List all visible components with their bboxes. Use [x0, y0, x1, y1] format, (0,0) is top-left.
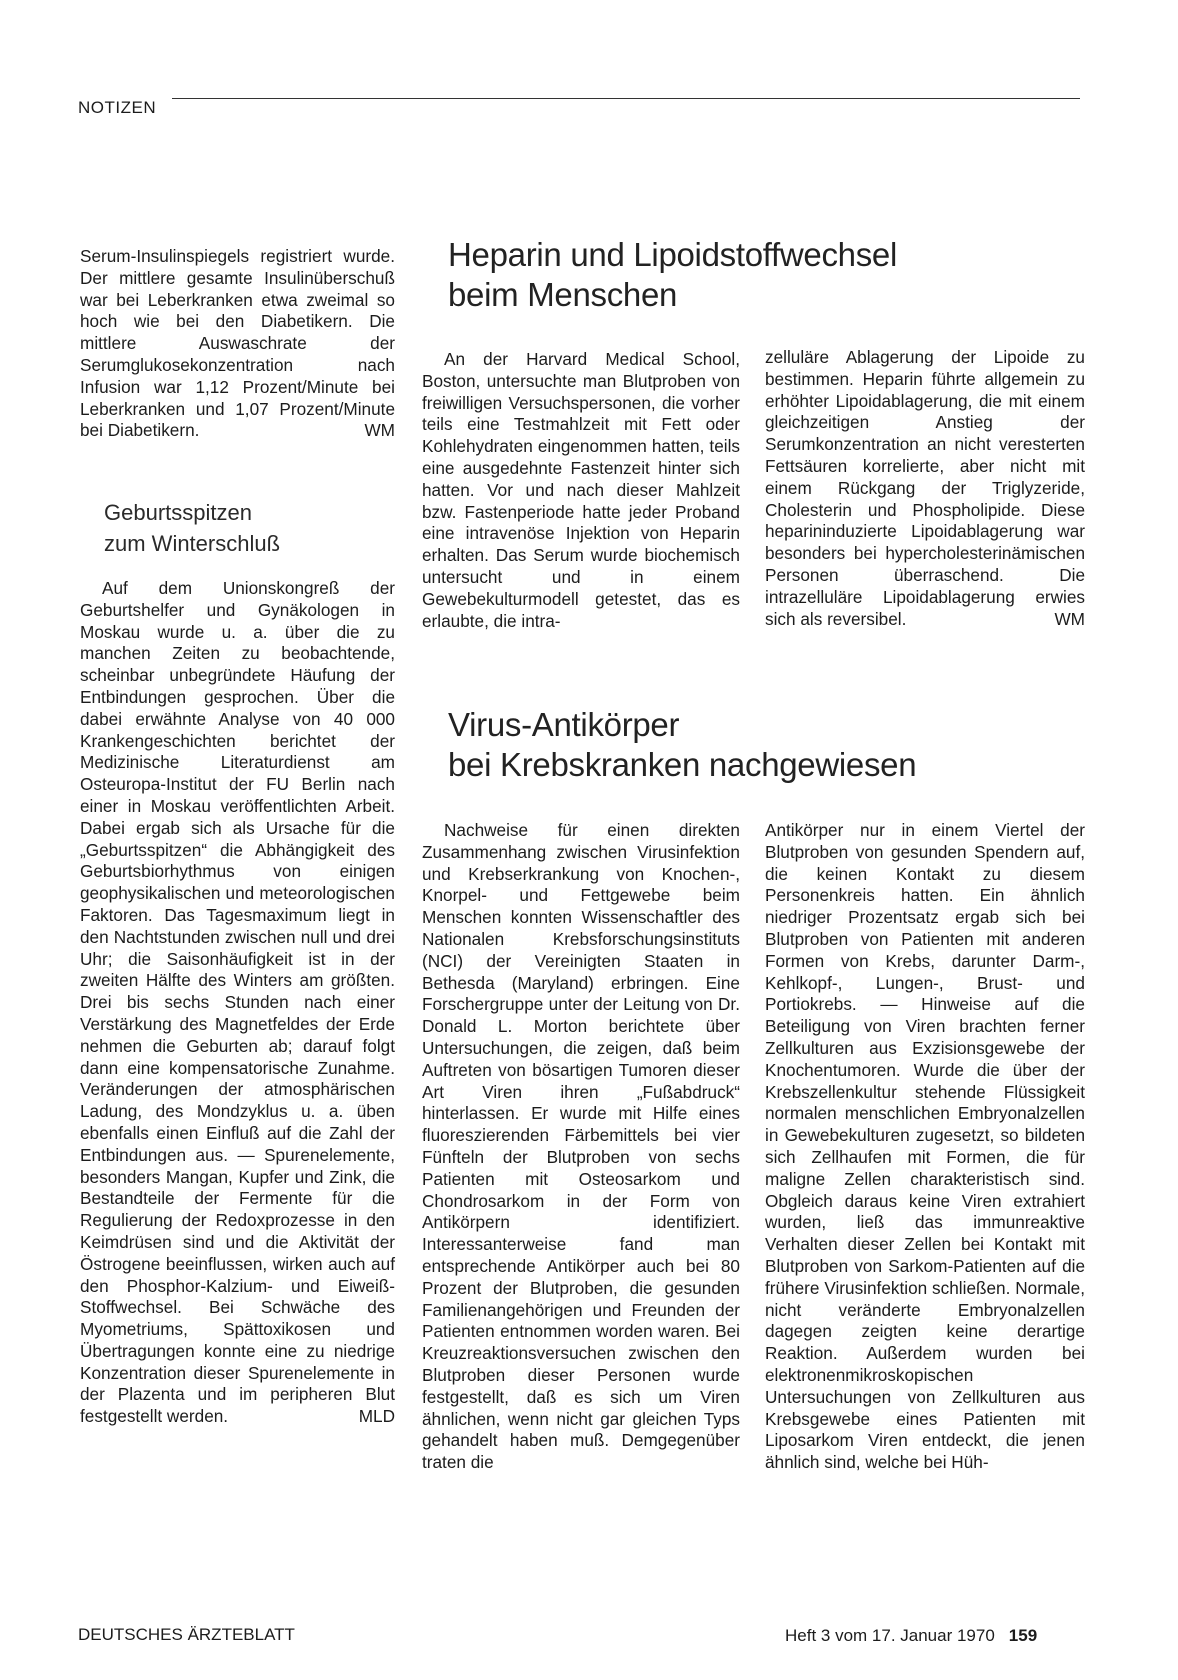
section-label: NOTIZEN	[78, 98, 157, 117]
article-title-line1: Geburtsspitzen	[104, 500, 252, 525]
issue-info	[785, 1626, 1037, 1646]
journal-name: DEUTSCHES ÄRZTEBLATT	[78, 1625, 295, 1644]
headline-virus-line2: bei Krebskranken nachgewiesen	[448, 746, 917, 783]
headline-virus-line1: Virus-Antikörper	[448, 706, 680, 743]
headline-heparin	[448, 235, 897, 315]
continuation-author: WM	[364, 420, 395, 441]
article-title-line2: zum Winterschluß	[104, 531, 281, 556]
virus-col2-text: Antikörper nur in einem Viertel der Blutproben von gesunden Spendern auf, die keinen Kontakt zu diesem Personenkreis hatten. Ein ähnlich niedriger Prozentsatz ergab sich bei Blutproben von Patienten mit anderen Formen von Krebs, darunter Darm-, Kehlkopf-, Lungen-, Brust- und Portiokrebs. — Hinweise auf die Beteiligung von Viren brachten ferner Zellkulturen aus Exzisionsgewebe der Knochentumoren. Wurde die über der Krebszellenkultur stehende Flüssigkeit normalen menschlichen Embryonalzellen in Gewebekulturen zugesetzt, so bildeten sich Zellhaufen mit Formen, die für maligne Zellen charakteristisch sind. Obgleich daraus keine Viren extrahiert wurden, ließ das immunreaktive Verhalten dieser Zellen bei Kontakt mit Blutproben von Sarkom-Patienten auf die frühere Virusinfektion schließen. Normale, nicht veränderte Embryonalzellen dagegen zeigten keine derartige Reaktion. Außerdem wurden bei elektronenmikroskopischen Untersuchungen von Zellkulturen aus Krebsgewebe eines Patienten mit Liposarkom Viren entdeckt, die jenen ähnlich sind, welche bei Hüh-	[765, 820, 1085, 1473]
heparin-col2-text: zelluläre Ablagerung der Lipoide zu bestimmen. Heparin führte allgemein zu erhöhter Lipoidablagerung, die mit einem gleichzeitigen Anstieg der Serumkonzentration an nicht veresterten Fettsäuren korrelierte, aber nicht mit einem Rückgang der Triglyzeride, Cholesterin und Phospholipide. Diese heparininduzierte Lipoidablagerung war besonders bei hypercholesterinämischen Personen überraschend. Die intrazelluläre Lipoidablagerung erwies sich als reversibel.	[765, 347, 1085, 629]
virus-column-1	[422, 820, 740, 1474]
article-title-geburtsspitzen	[104, 497, 404, 559]
issue-date: Heft 3 vom 17. Januar 1970	[785, 1626, 995, 1645]
headline-heparin-line2: beim Menschen	[448, 276, 678, 313]
heparin-column-1	[422, 349, 740, 632]
page-number: 159	[1008, 1626, 1038, 1645]
virus-col1-text: Nachweise für einen direkten Zusammenhang zwischen Virusinfektion und Krebserkrankung von Knochen-, Knorpel- und Fettgewebe beim Menschen konnten Wissenschaftler des Nationalen Krebsforschungsinstituts (NCI) der Vereinigten Staaten in Bethesda (Maryland) erbringen. Eine Forschergruppe unter der Leitung von Dr. Donald L. Morton berichtete über Untersuchungen, die zeigen, daß beim Auftreten von bösartigen Tumoren dieser Art Viren ihren „Fußabdruck“ hinterlassen. Er wurde mit Hilfe eines fluoreszierenden Färbemittels bei vier Fünfteln der Blutproben von sechs Patienten mit Osteosarkom und Chondrosarkom in der Form von Antikörpern identifiziert. Interessanterweise fand man entsprechende Antikörper auch bei 80 Prozent der Blutproben, die gesunden Familienangehörigen und Freunden der Patienten entnommen worden waren. Bei Kreuzreaktionsversuchen zwischen den Blutproben dieser Personen wurde festgestellt, daß es sich um Viren ähnlichen, wenn nicht gar gleichen Typs gehandelt haben muß. Demgegenüber traten die	[422, 820, 740, 1473]
headline-virus	[448, 705, 916, 785]
article-body-geburtsspitzen	[80, 578, 395, 1428]
heparin-author: WM	[1054, 608, 1085, 629]
virus-column-2	[765, 820, 1085, 1474]
heparin-col1-text: An der Harvard Medical School, Boston, untersuchte man Blutproben von freiwilligen Versuchspersonen, die vorher teils eine Testmahlzeit mit Fett oder Kohlehydraten eingenommen hatten, teils eine ausgedehnte Fastenzeit hinter sich hatten. Vor und nach dieser Mahlzeit bzw. Fastenperiode hatte jeder Proband eine intravenöse Injektion von Heparin erhalten. Das Serum wurde biochemisch untersucht und in einem Gewebekulturmodell getestet, das es erlaubte, die intra-	[422, 349, 740, 631]
header-rule	[172, 98, 1080, 99]
article-author: MLD	[358, 1406, 395, 1427]
left-column-continuation	[80, 246, 395, 442]
headline-heparin-line1: Heparin und Lipoidstoffwechsel	[448, 236, 898, 273]
continuation-text: Serum-Insulinspiegels registriert wurde. Der mittlere gesamte Insulinüberschuß war bei Leberkranken etwa zweimal so hoch wie bei den Diabetikern. Die mittlere Auswaschrate der Serumglukosekonzentration nach Infusion war 1,12 Prozent/Minute bei Leberkranken und 1,07 Prozent/Minute bei Diabetikern.	[80, 246, 395, 441]
heparin-column-2	[765, 347, 1085, 630]
article-body-text: Auf dem Unionskongreß der Geburtshelfer und Gynäkologen in Moskau wurde u. a. über die zu manchen Zeiten zu beobachtende, scheinbar unbegründete Häufung der Entbindungen gesprochen. Über die dabei erwähnte Analyse von 40 000 Krankengeschichten berichtet der Medizinische Literaturdienst am Osteuropa-Institut der FU Berlin nach einer in Moskau veröffentlichten Arbeit. Dabei ergab sich als Ursache für die „Geburtsspitzen“ die Abhängigkeit des Geburtsbiorhythmus von einigen geophysikalischen und meteorologischen Faktoren. Das Tagesmaximum liegt in den Nachtstunden zwischen null und drei Uhr; die Saisonhäufigkeit ist in der zweiten Hälfte des Winters am größten. Drei bis sechs Stunden nach einer Verstärkung des Magnetfeldes der Erde nehmen die Geburten ab; darauf folgt dann eine kompensatorische Zunahme. Veränderungen der atmosphärischen Ladung, des Mondzyklus u. a. üben ebenfalls einen Einfluß auf die Zahl der Entbindungen aus. — Spurenelemente, besonders Mangan, Kupfer und Zink, die Bestandteile der Fermente für die Regulierung der Redoxprozesse in den Keimdrüsen sind und die Aktivität der Östrogene beeinflussen, wirken auch auf den Phosphor-Kalzium- und Eiweiß-Stoffwechsel. Bei Schwäche des Myometriums, Spättoxikosen und Übertragungen konnte eine zu niedrige Konzentration dieser Spurenelemente in der Plazenta und im peripheren Blut festgestellt werden.	[80, 578, 395, 1427]
